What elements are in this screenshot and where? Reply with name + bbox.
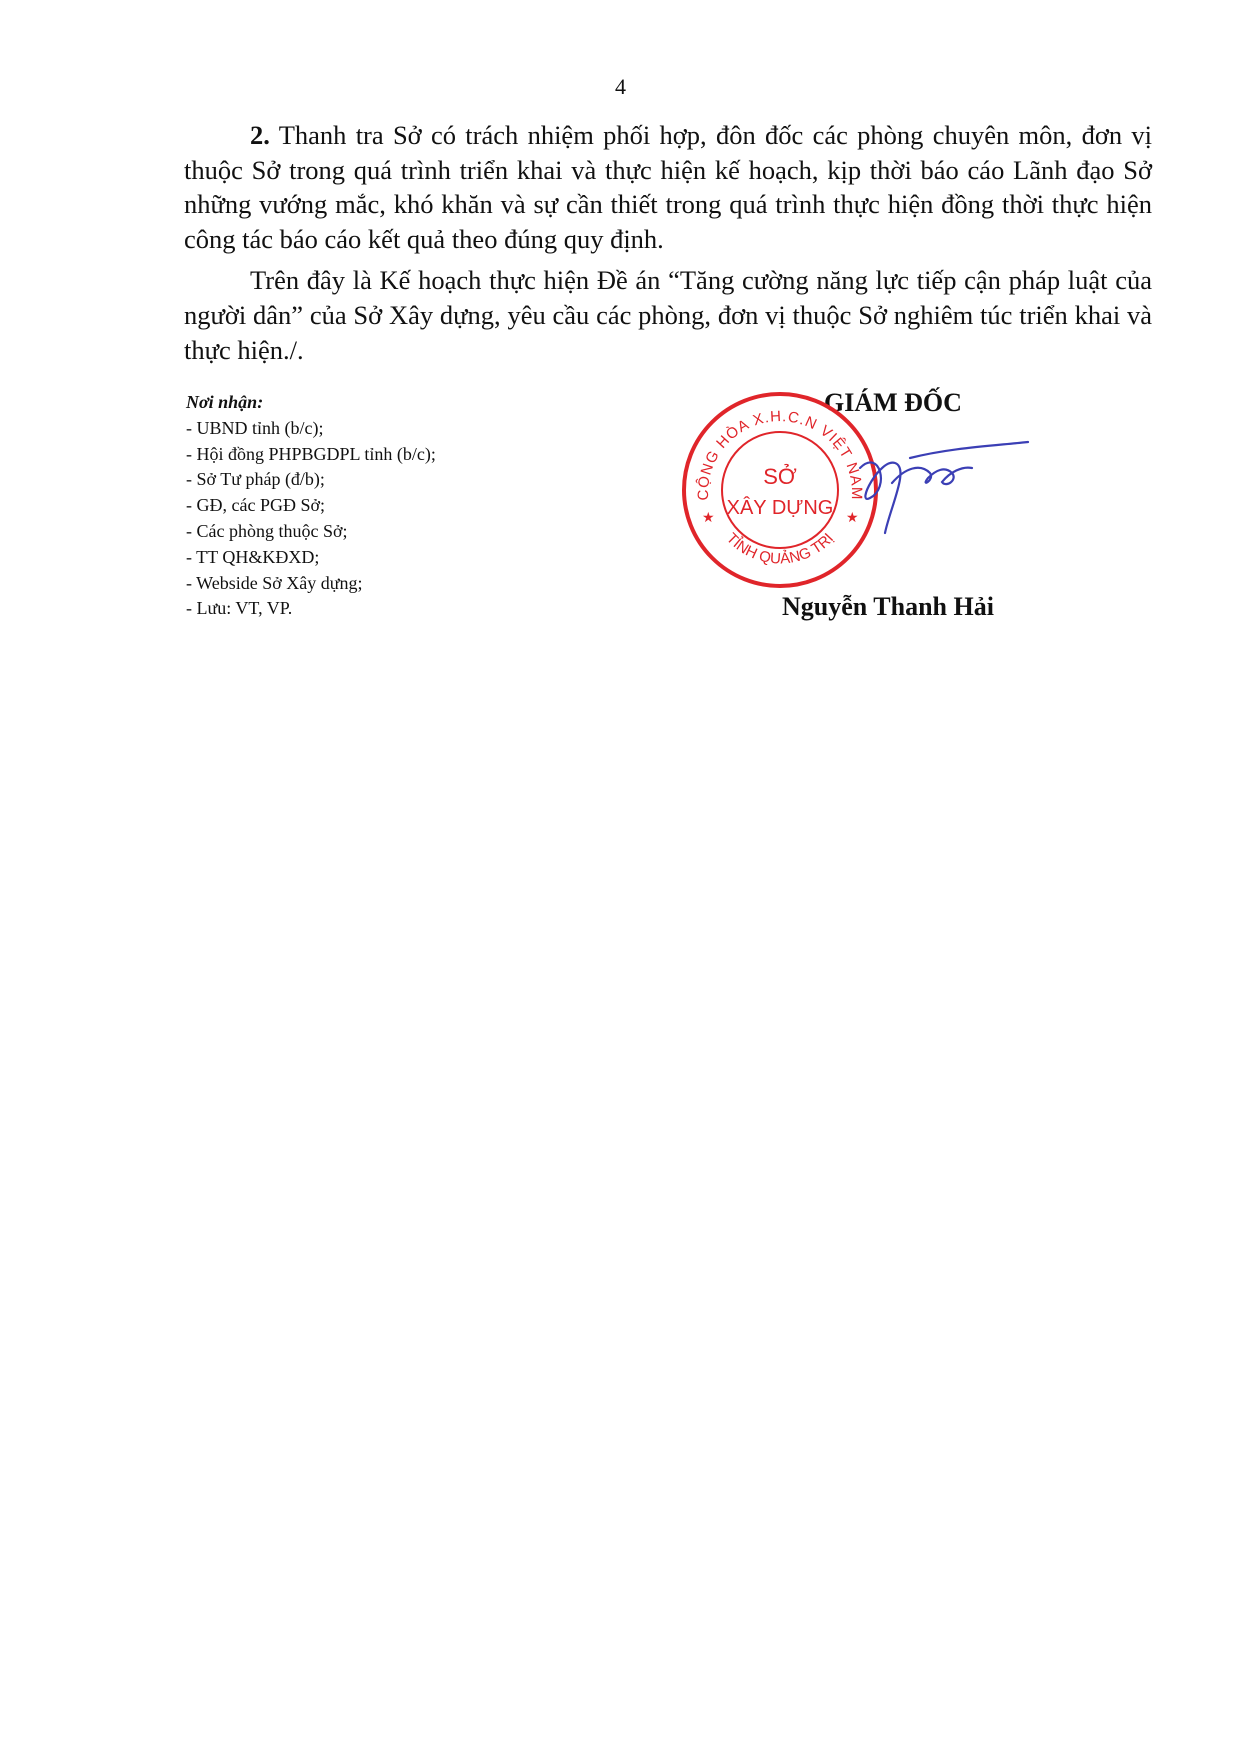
paragraph-number: 2.: [250, 120, 270, 150]
paragraph-text: Thanh tra Sở có trách nhiệm phối hợp, đôn đốc các phòng chuyên môn, đơn vị thuộc Sở trong quá trình triển khai và thực hiện kế hoạch, kịp thời báo cáo Lãnh đạo Sở những vướng mắc, khó khăn và sự cần thiết trong quá trình thực hiện đồng thời thực hiện công tác báo cáo kết quả theo đúng quy định.: [184, 120, 1152, 254]
star-icon: ★: [846, 511, 859, 526]
recipient-item: - Lưu: VT, VP.: [186, 598, 293, 619]
seal-line-1: SỞ: [763, 464, 797, 489]
seal-line-2: XÂY DỰNG: [726, 497, 834, 519]
paragraph-closing: Trên đây là Kế hoạch thực hiện Đề án “Tăng cường năng lực tiếp cận pháp luật của người dân” của Sở Xây dựng, yêu cầu các phòng, đơn vị thuộc Sở nghiêm túc triển khai và thực hiện./.: [184, 265, 1152, 365]
signer-name: Nguyễn Thanh Hải: [782, 592, 994, 621]
recipient-item: - Webside Sở Xây dựng;: [186, 572, 363, 593]
recipients-title: Nơi nhận:: [186, 392, 264, 412]
seal-outer-text: CỘNG HÒA X.H.C.N VIỆT NAM: [694, 407, 866, 501]
recipient-item: - Hội đồng PHPBGDPL tỉnh (b/c);: [186, 443, 436, 464]
handwritten-signature: [850, 438, 1030, 538]
recipients-block: [186, 390, 436, 622]
recipient-item: - UBND tỉnh (b/c);: [186, 417, 324, 438]
recipient-item: - GĐ, các PGĐ Sở;: [186, 495, 325, 516]
signer-title: GIÁM ĐỐC: [824, 388, 962, 417]
page-number: 4: [615, 74, 626, 99]
seal-inner-ring: [722, 432, 838, 548]
seal-bottom-text: TỈNH QUẢNG TRỊ: [722, 529, 838, 568]
recipient-item: - Các phòng thuộc Sở;: [186, 520, 348, 541]
star-icon: ★: [702, 511, 715, 526]
recipient-item: - Sở Tư pháp (đ/b);: [186, 469, 325, 490]
recipients-list: [186, 416, 436, 622]
recipient-item: - TT QH&KĐXD;: [186, 546, 320, 567]
paragraph-responsibility: [184, 118, 1152, 256]
body-text: [184, 118, 1152, 367]
